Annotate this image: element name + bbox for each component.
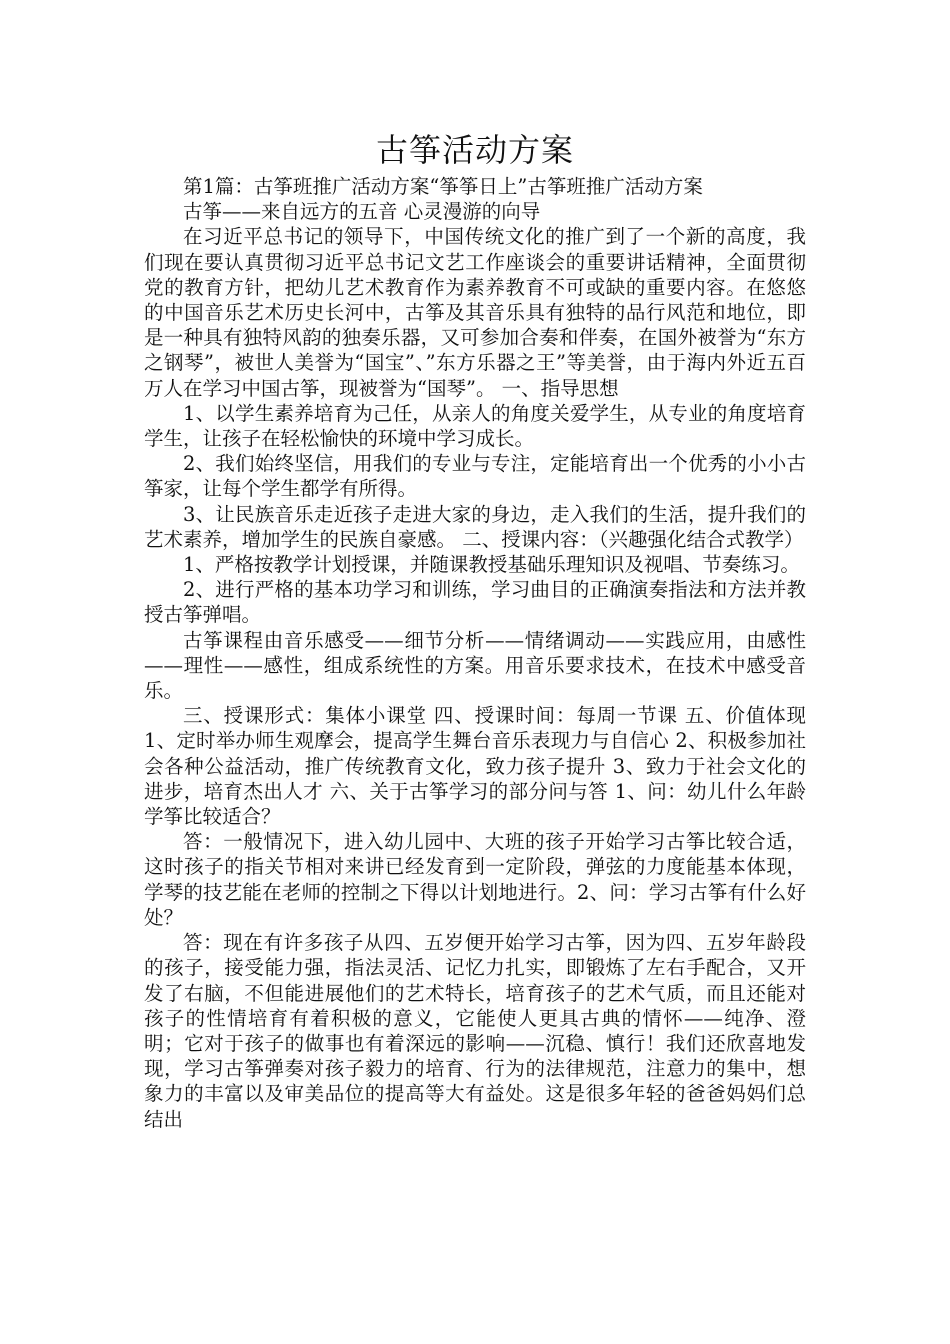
paragraph-guideline-3: 3、让民族音乐走近孩子走进大家的身边，走入我们的生活，提升我们的艺术素养，增加学生的民族自豪感。 二、授课内容：（兴趣强化结合式教学） bbox=[144, 502, 806, 551]
paragraph-subtitle: 古筝——来自远方的五音 心灵漫游的向导 bbox=[183, 200, 541, 224]
paragraph-content-1: 1、严格按教学计划授课，并随课教授基础乐理知识及视唱、节奏练习。 bbox=[183, 553, 800, 577]
document-page bbox=[144, 128, 806, 1132]
paragraph-answer-1: 答：一般情况下，进入幼儿园中、大班的孩子开始学习古筝比较合适，这时孩子的指关节相对来讲已经发育到一定阶段，弹弦的力度能基本体现，学琴的技艺能在老师的控制之下得以计划地进行。2、问：学习古筝有什么好处？ bbox=[144, 830, 806, 929]
paragraph-course-structure: 古筝课程由音乐感受——细节分析——情绪调动——实践应用，由感性——理性——感性，组成系统性的方案。用音乐要求技术，在技术中感受音乐。 bbox=[144, 628, 806, 703]
paragraph-content-2: 2、进行严格的基本功学习和训练，学习曲目的正确演奏指法和方法并教授古筝弹唱。 bbox=[144, 578, 806, 627]
paragraph-guideline-2: 2、我们始终坚信，用我们的专业与专注，定能培育出一个优秀的小小古筝家，让每个学生都学有所得。 bbox=[144, 452, 806, 501]
paragraph-section-heading: 第1篇：古筝班推广活动方案“筝筝日上”古筝班推广活动方案 bbox=[183, 175, 703, 198]
paragraph-guideline-1: 1、以学生素养培育为己任，从亲人的角度关爱学生，从专业的角度培育学生，让孩子在轻松愉快的环境中学习成长。 bbox=[144, 401, 806, 451]
paragraph-intro: 在习近平总书记的领导下，中国传统文化的推广到了一个新的高度，我们现在要认真贯彻习近平总书记文艺工作座谈会的重要讲话精神，全面贯彻党的教育方针，把幼儿艺术教育作为素养教育不可或缺的重要内容。在悠悠的中国音乐艺术历史长河中，古筝及其音乐具有独特的品行风范和地位，即是一种具有独特风韵的独奏乐器，又可参加合奏和伴奏，在国外被誉为“东方之钢琴”，被世人美誉为“国宝”、”东方乐器之王”等美誉，由于海内外近五百万人在学习中国古筝，现被誉为“国琴”。 一、指导思想 bbox=[144, 225, 806, 400]
document-title: 古筝活动方案 bbox=[375, 131, 574, 169]
paragraph-format-and-value: 三、授课形式：集体小课堂 四、授课时间：每周一节课 五、价值体现 1、定时举办师生观摩会，提高学生舞台音乐表现力与自信心 2、积极参加社会各种公益活动，推广传统教育文化，致力孩子提升 3、致力于社会文化的进步，培育杰出人才 六、关于古筝学习的部分问与答 1、问：幼儿什么年龄学筝比较适合？ bbox=[144, 704, 806, 829]
paragraph-answer-2: 答：现在有许多孩子从四、五岁便开始学习古筝，因为四、五岁年龄段的孩子，接受能力强，指法灵活、记忆力扎实，即锻炼了左右手配合，又开发了右脑，不但能进展他们的艺术特长，培育孩子的艺术气质，而且还能对孩子的性情培育有着积极的意义，它能使人更具古典的情怀——纯净、澄明；它对于孩子的做事也有着深远的影响——沉稳、慎行！我们还欣喜地发现，学习古筝弹奏对孩子毅力的培育、行为的法律规范，注意力的集中，想象力的丰富以及审美品位的提高等大有益处。这是很多年轻的爸爸妈妈们总结出 bbox=[144, 931, 806, 1131]
